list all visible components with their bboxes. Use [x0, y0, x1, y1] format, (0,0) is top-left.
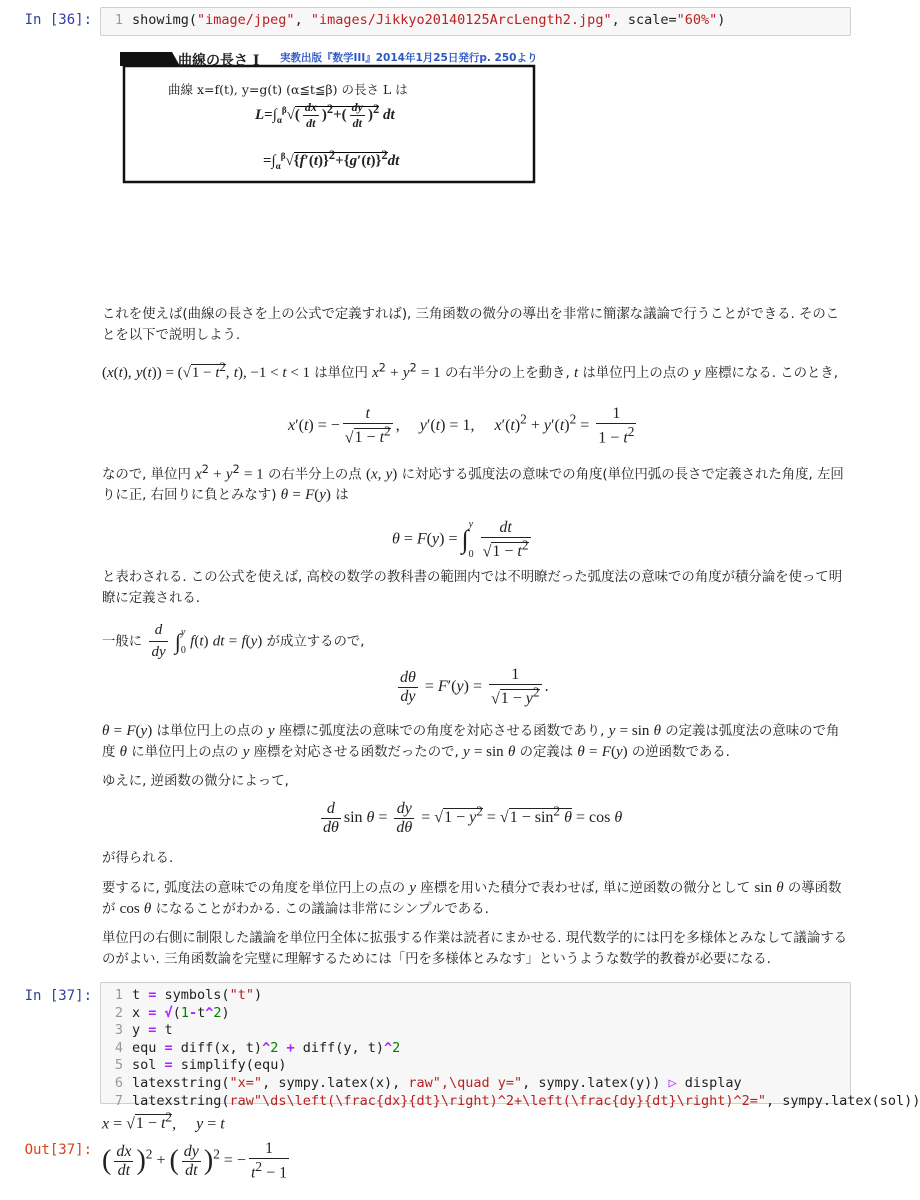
cell-36-code-editor[interactable]: [100, 7, 851, 36]
p9-text-d: になることがわかる. この議論は非常にシンプルである.: [155, 902, 489, 917]
line-number: 1: [114, 12, 123, 28]
line-number: 6: [114, 1074, 123, 1091]
p6-text-a: は単位円上の点の: [156, 724, 264, 739]
cell-37-prompt: In [37]:: [24, 988, 92, 1004]
code-line-2: x = √(1-t^2): [132, 1004, 230, 1021]
line-number: 1: [114, 987, 123, 1003]
p9-text-c: の導函数が: [102, 881, 842, 917]
output-result: ( $\frac{dx}{dt}$ )$^2$ + ( $\frac{dy}{dt}$ )$^2$ = − $\frac{1}{t^2 - 1}$: [102, 1140, 288, 1182]
equation-theta-integral: θ = F(y) = ∫y 0 $\frac{dt}{√1 - t^2}$: [392, 518, 529, 561]
p3-text-c: に対応する弧度法の意味での角度(単位円弧の長さで定義された角度, 左回りに正, 右回りに負とみなす): [102, 467, 844, 504]
equation-sin-derivative: $\frac{d}{d\theta}$ sin θ = $\frac{dy}{d\theta}$ = $√1 - y^2 = √1 - \sin^2 \theta = \cos \theta$: [323, 800, 623, 836]
p3-text-b: の右半分上の点: [267, 467, 362, 483]
p2-text-e: 座標になる. このとき,: [704, 366, 839, 381]
p6-text-f: の定義は: [519, 745, 574, 760]
p6-text-d: に単位円上の点の: [131, 745, 239, 760]
textbook-statement: 曲線 x=f(t), y=g(t) (α≦t≦β) の長さ L は: [168, 82, 408, 97]
cell-36-prompt: In [36]:: [24, 12, 92, 28]
markdown-paragraph-4: と表わされる. この公式を使えば, 高校の数学の教科書の範囲内では不明瞭だった弧度法の意味での角度が積分論を使って明瞭に定義される.: [102, 570, 843, 606]
line-number: 3: [114, 1022, 123, 1039]
p9-text-b: 座標を用いた積分で表わせば, 単に逆函数の微分として: [420, 881, 751, 896]
textbook-heading: 曲線の長さ I: [178, 53, 260, 69]
p6-text-c: の定義は弧度法の意味ので角度: [102, 724, 840, 760]
markdown-paragraph-5: 一般に $\frac{d}{dy}$ ∫y 0 f(t) dt = f(y) が成立するので,: [102, 622, 365, 660]
p6-text-e: 座標を対応させる函数だったので,: [253, 745, 459, 760]
p6-text-g: の逆函数である.: [631, 745, 730, 760]
p5-text-b: が成立するので,: [266, 634, 365, 650]
p9-text-a: 要するに, 弧度法の意味での角度を単位円上の点の: [102, 881, 406, 896]
cell-37-out-prompt: Out[37]:: [24, 1142, 92, 1158]
markdown-paragraph-9: 要するに, 弧度法の意味での角度を単位円上の点の y 座標を用いた積分で表わせば, 単に逆函数の微分として sin θ の導函数が cos θ になることがわかる. この議論は非常にシンプルである.: [102, 880, 842, 917]
equation-derivatives: x′(t) = − $\frac{t}{√1 - t^2}$ , y′(t) = 1, $x'(t)^2 + y'(t)^2$ = $\frac{1}{1 - t^2}$: [288, 405, 635, 447]
p5-text-a: 一般に: [102, 634, 143, 650]
code-line-1: showimg("image/jpeg", "images/Jikkyo20140125ArcLength2.jpg", scale="60%"): [132, 12, 726, 28]
textbook-formula-1: $L=\int_\alpha^\beta√$( $\frac{dx}{dt}$ )$^2$+( $\frac{dy}{dt}$ )$^2$ dt: [255, 100, 395, 130]
code-line-6: latexstring("x=", sympy.latex(x), raw",\quad y=", sympy.latex(y)) ▷ display: [132, 1074, 742, 1091]
line-number: 2: [114, 1004, 123, 1021]
line-number: 4: [114, 1039, 123, 1056]
cell-37-code-editor[interactable]: [100, 982, 920, 1109]
code-line-4: equ = diff(x, t)^2 + diff(y, t)^2: [132, 1039, 401, 1056]
textbook-formula-2: $=\int_\alpha^\beta√\{f'(t)\}^2+\{g'(t)\}^2dt$: [263, 148, 400, 171]
textbook-image: [120, 44, 538, 184]
p2-text-b: は単位円: [314, 366, 368, 381]
equation-dtheta-dy: $\frac{d\theta}{dy}$ = F′(y) = $\frac{1}{√1 - y^2}$ .: [400, 666, 549, 708]
markdown-paragraph-2: (x(t), $y(t)) = (√1 - t^2$, t), −1 < t < 1 は単位円 $x^2 + y^2 = 1$ の右半分の上を動き, t は単位円上の点の y 座標になる. このとき,: [102, 360, 839, 381]
markdown-paragraph-7: ゆえに, 逆函数の微分によって,: [102, 774, 289, 789]
p2-text-c: の右半分の上を動き,: [444, 366, 570, 381]
p6-text-b: 座標に弧度法の意味での角度を対応させる函数であり,: [278, 724, 605, 739]
markdown-paragraph-6: θ = F(y) は単位円上の点の y 座標に弧度法の意味での角度を対応させる函数であり, y = sin θ の定義は弧度法の意味ので角度 θ に単位円上の点の y 座標を対応させる函数だったので, y = sin θ の定義は θ = F(y) の逆函数である.: [102, 723, 840, 760]
p3-text-a: なので, 単位円: [102, 467, 191, 483]
line-number: 7: [114, 1092, 123, 1109]
code-line-5: sol = simplify(equ): [132, 1057, 287, 1074]
markdown-paragraph-10: 単位円の右側に制限した議論を単位円全体に拡張する作業は読者にまかせる. 現代数学的には円を多様体とみなして議論するのがよい. 三角函数論を完璧に理解するためには「円を多様体とみなす」というような数学的教養が必要になる.: [102, 931, 847, 967]
line-number: 5: [114, 1057, 123, 1074]
code-line-7: latexstring(raw"\ds\left(\frac{dx}{dt}\right)^2+\left(\frac{dy}{dt}\right)^2=", sympy.latex(sol)): [132, 1092, 920, 1109]
code-line-3: y = t: [132, 1022, 173, 1039]
p2-text-d: は単位円上の点の: [582, 366, 690, 381]
markdown-paragraph-3: なので, 単位円 $x^2 + y^2 = 1$ の右半分上の点 (x, y) に対応する弧度法の意味での角度(単位円弧の長さで定義された角度, 左回りに正, 右回りに負とみなす) θ = F(y) は: [102, 463, 844, 504]
code-line-1: t = symbols("t"): [132, 987, 263, 1003]
output-display-x-y: $x = √1 - t^2$, y = t: [102, 1110, 225, 1133]
markdown-paragraph-8: が得られる.: [102, 851, 174, 866]
textbook-source: 実教出版『数学III』2014年1月25日発行p. 250より: [280, 52, 538, 64]
markdown-paragraph-1: これを使えば(曲線の長さを上の公式で定義すれば), 三角函数の微分の導出を非常に簡潔な議論で行うことができる. そのことを以下で説明しよう.: [102, 307, 840, 343]
p3-text-d: は: [335, 488, 349, 504]
